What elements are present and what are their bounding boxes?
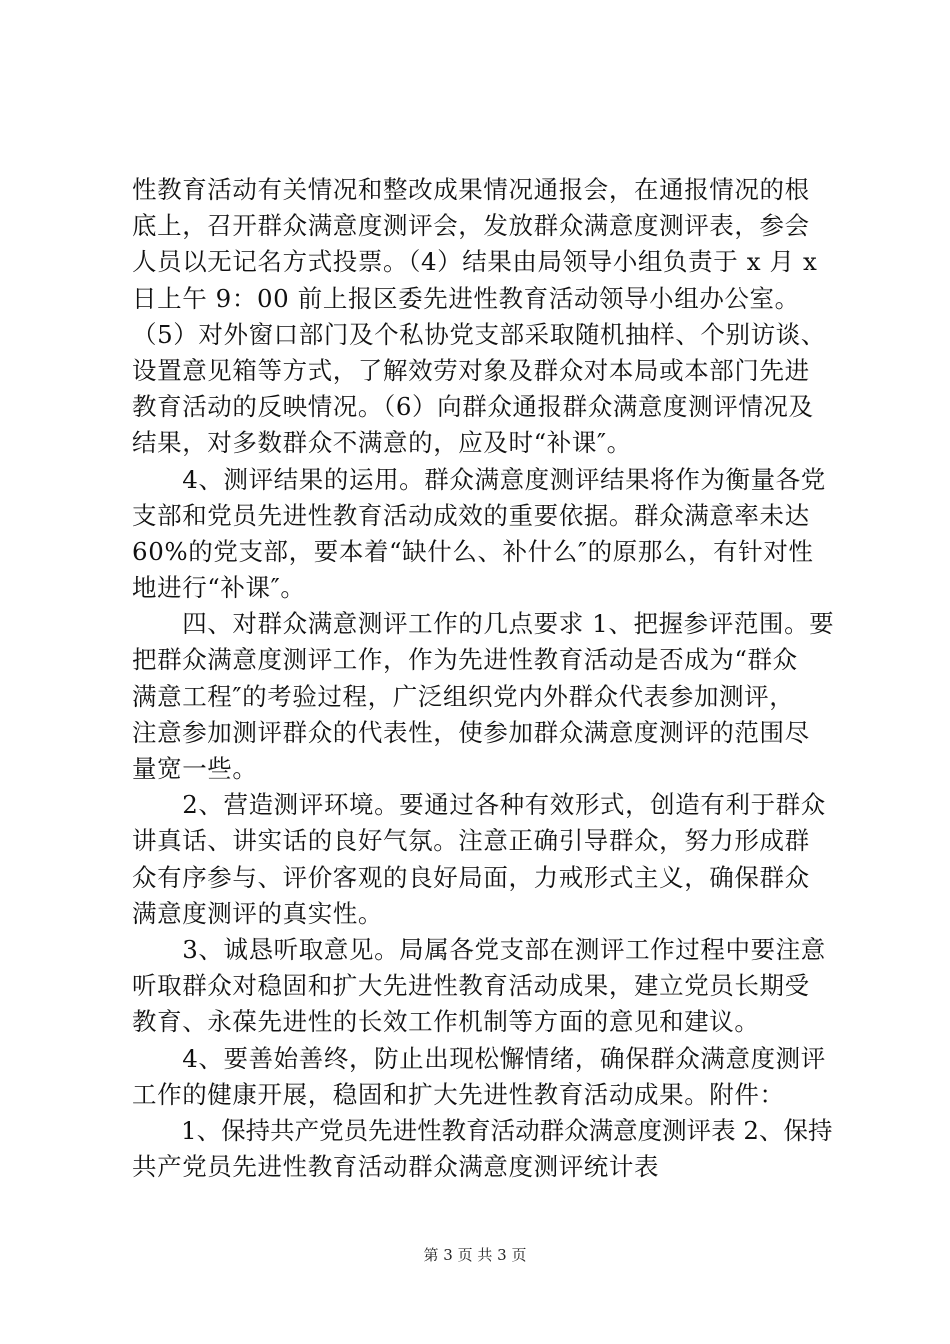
text-line: 3、诚恳听取意见。局属各党支部在测评工作过程中要注意 (132, 934, 826, 964)
text-line: 60%的党支部，要本着“缺什么、补什么″的原那么，有针对性 (132, 536, 814, 566)
page-footer (0, 1245, 950, 1265)
text-line: 满意工程″的考验过程，广泛组织党内外群众代表参加测评， (132, 681, 795, 711)
text-line: 教育活动的反映情况。（6）向群众通报群众满意度测评情况及 (132, 392, 814, 422)
text-line: 把群众满意度测评工作，作为先进性教育活动是否成为“群众 (132, 645, 798, 675)
text-line: 4、测评结果的运用。群众满意度测评结果将作为衡量各党 (132, 464, 826, 494)
text-line: 2、营造测评环境。要通过各种有效形式，创造有利于群众 (132, 790, 826, 820)
text-line: 设置意见箱等方式，了解效劳对象及群众对本局或本部门先进 (132, 355, 810, 385)
text-line: 支部和党员先进性教育活动成效的重要依据。群众满意率未达 (132, 500, 810, 530)
text-line: 4、要善始善终，防止出现松懈情绪，确保群众满意度测评 (132, 1043, 826, 1073)
text-line: 性教育活动有关情况和整改成果情况通报会，在通报情况的根 (132, 175, 810, 204)
text-line: 人员以无记名方式投票。（4）结果由局领导小组负责于 x 月 x (132, 247, 818, 277)
text-line: （5）对外窗口部门及个私协党支部采取随机抽样、个别访谈、 (132, 319, 826, 349)
text-line: 四、对群众满意测评工作的几点要求 1、把握参评范围。要 (132, 609, 835, 639)
body-text (132, 172, 834, 1185)
text-line: 众有序参与、评价客观的良好局面，力戒形式主义，确保群众 (132, 862, 810, 892)
text-line: 工作的健康开展，稳固和扩大先进性教育活动成果。附件： (132, 1079, 785, 1109)
text-line: 教育、永葆先进性的长效工作机制等方面的意见和建议。 (132, 1007, 760, 1037)
text-line: 听取群众对稳固和扩大先进性教育活动成果，建立党员长期受 (132, 971, 810, 1001)
text-line: 共产党员先进性教育活动群众满意度测评统计表 (132, 1152, 660, 1182)
text-line: 讲真话、讲实话的良好气氛。注意正确引导群众，努力形成群 (132, 826, 810, 856)
text-line: 结果，对多数群众不满意的，应及时“补课″。 (132, 428, 632, 458)
text-line: 地进行“补课″。 (132, 573, 306, 603)
text-line: 底上，召开群众满意度测评会，发放群众满意度测评表，参会 (132, 211, 810, 241)
text-line: 满意度测评的真实性。 (132, 898, 383, 928)
text-line: 1、保持共产党员先进性教育活动群众满意度测评表 2、保持 (132, 1115, 833, 1145)
page-number: 第 3 页 共 3 页 (423, 1246, 527, 1264)
text-line: 注意参加测评群众的代表性，使参加群众满意度测评的范围尽 (132, 717, 810, 747)
text-line: 量宽一些。 (132, 754, 258, 783)
text-line: 日上午 9：00 前上报区委先进性教育活动领导小组办公室。 (132, 283, 800, 313)
